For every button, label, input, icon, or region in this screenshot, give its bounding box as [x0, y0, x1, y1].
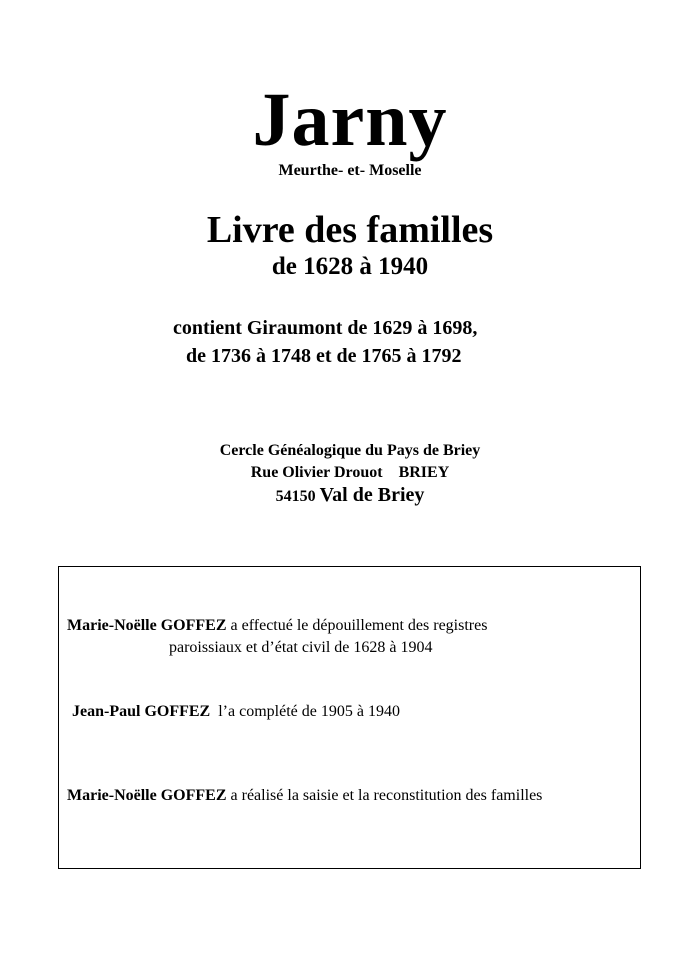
contents-line-2: de 1736 à 1748 et de 1765 à 1792 — [186, 345, 462, 367]
credit-2-text: l’a complété de 1905 à 1940 — [210, 703, 400, 720]
credit-1-name: Marie-Noëlle GOFFEZ — [67, 617, 227, 634]
credit-line-1 — [67, 615, 487, 637]
credit-line-2 — [72, 701, 400, 723]
publisher-town: Val de Briey — [319, 484, 425, 506]
publisher-postcode: 54150 — [275, 488, 316, 505]
page-title: Jarny — [252, 78, 448, 162]
contents-line-1: contient Giraumont de 1629 à 1698, — [173, 317, 478, 339]
publisher-street: Rue Olivier Drouot — [250, 464, 383, 481]
credit-1-text: a effectué le dépouillement des registres — [226, 617, 488, 634]
date-range: de 1628 à 1940 — [271, 253, 429, 280]
publisher-address-line — [0, 484, 700, 508]
department-subtitle: Meurthe- et- Moselle — [278, 162, 422, 179]
credits-box — [58, 566, 641, 869]
publisher-street-line — [0, 462, 700, 484]
credit-3-text: a réalisé la saisie et la reconstitution des familles — [226, 787, 543, 804]
credit-2-name: Jean-Paul GOFFEZ — [72, 703, 211, 720]
credit-3-name: Marie-Noëlle GOFFEZ — [67, 787, 227, 804]
book-title: Livre des familles — [206, 209, 494, 251]
credit-line-1b: paroissiaux et d’état civil de 1628 à 1904 — [169, 639, 433, 656]
credit-line-3 — [67, 785, 542, 807]
publisher-name: Cercle Généalogique du Pays de Briey — [219, 442, 481, 459]
publisher-city: BRIEY — [398, 464, 450, 481]
